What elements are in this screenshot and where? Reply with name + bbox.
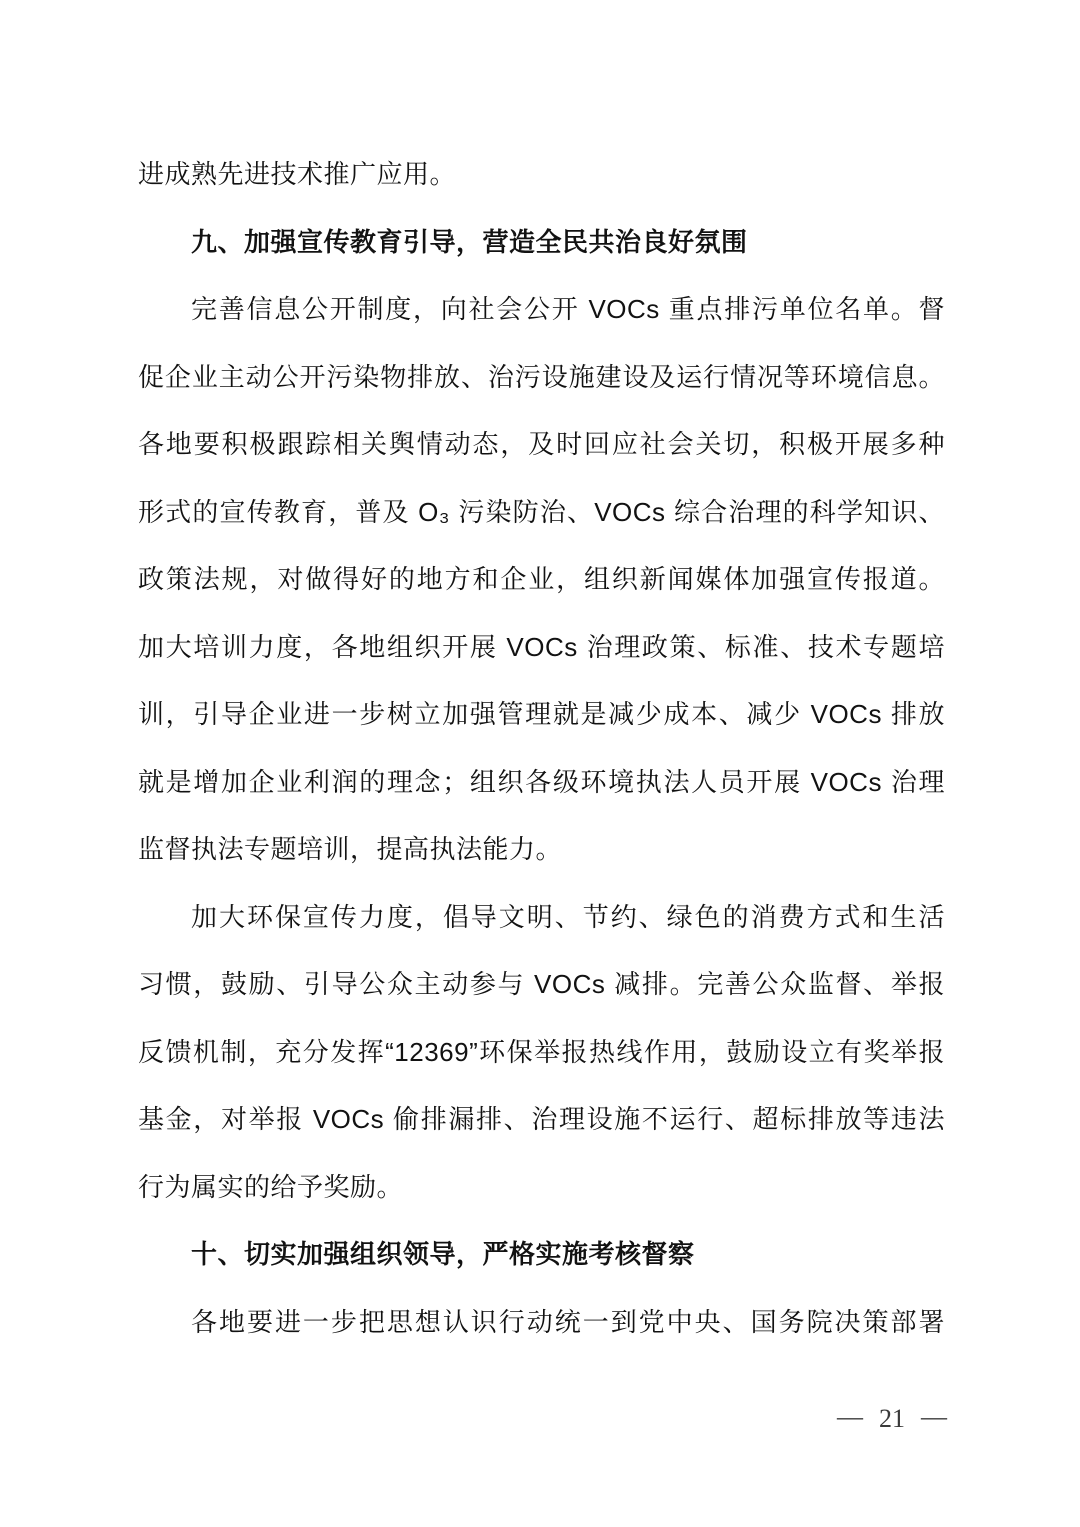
body-line: 政策法规，对做得好的地方和企业，组织新闻媒体加强宣传报道。 bbox=[138, 564, 945, 594]
page-footer bbox=[837, 1404, 947, 1434]
body-line: 训，引导企业进一步树立加强管理就是减少成本、减少 VOCs 排放 bbox=[138, 699, 945, 729]
body-line: 形式的宣传教育，普及 O₃ 污染防治、VOCs 综合治理的科学知识、 bbox=[138, 496, 945, 527]
page-body bbox=[138, 141, 945, 1356]
body-line: 促企业主动公开污染物排放、治污设施建设及运行情况等环境信息。 bbox=[138, 361, 945, 392]
body-line: 就是增加企业利润的理念；组织各级环境执法人员开展 VOCs 治理 bbox=[138, 766, 945, 797]
body-line: 反馈机制，充分发挥“12369”环保举报热线作用，鼓励设立有奖举报 bbox=[138, 1036, 945, 1067]
body-line: 习惯，鼓励、引导公众主动参与 VOCs 减排。完善公众监督、举报 bbox=[138, 969, 945, 999]
footer-dash-left: — bbox=[837, 1402, 863, 1431]
body-line: 完善信息公开制度，向社会公开 VOCs 重点排污单位名单。督 bbox=[191, 294, 945, 324]
body-line: 基金，对举报 VOCs 偷排漏排、治理设施不运行、超标排放等违法 bbox=[138, 1104, 945, 1134]
body-line: 各地要积极跟踪相关舆情动态，及时回应社会关切，积极开展多种 bbox=[138, 429, 945, 459]
page-number: 21 bbox=[879, 1404, 905, 1433]
section-heading-ten: 十、切实加强组织领导，严格实施考核督察 bbox=[191, 1239, 695, 1269]
body-line-continuation: 进成熟先进技术推广应用。 bbox=[138, 159, 457, 189]
body-line: 行为属实的给予奖励。 bbox=[138, 1171, 404, 1202]
body-line: 各地要进一步把思想认识行动统一到党中央、国务院决策部署 bbox=[191, 1306, 945, 1337]
body-line: 加大培训力度，各地组织开展 VOCs 治理政策、标准、技术专题培 bbox=[138, 631, 945, 662]
section-heading-nine: 九、加强宣传教育引导，营造全民共治良好氛围 bbox=[191, 226, 748, 257]
body-line: 加大环保宣传力度，倡导文明、节约、绿色的消费方式和生活 bbox=[191, 901, 945, 932]
body-line: 监督执法专题培训，提高执法能力。 bbox=[138, 834, 563, 864]
footer-dash-right: — bbox=[921, 1402, 947, 1431]
